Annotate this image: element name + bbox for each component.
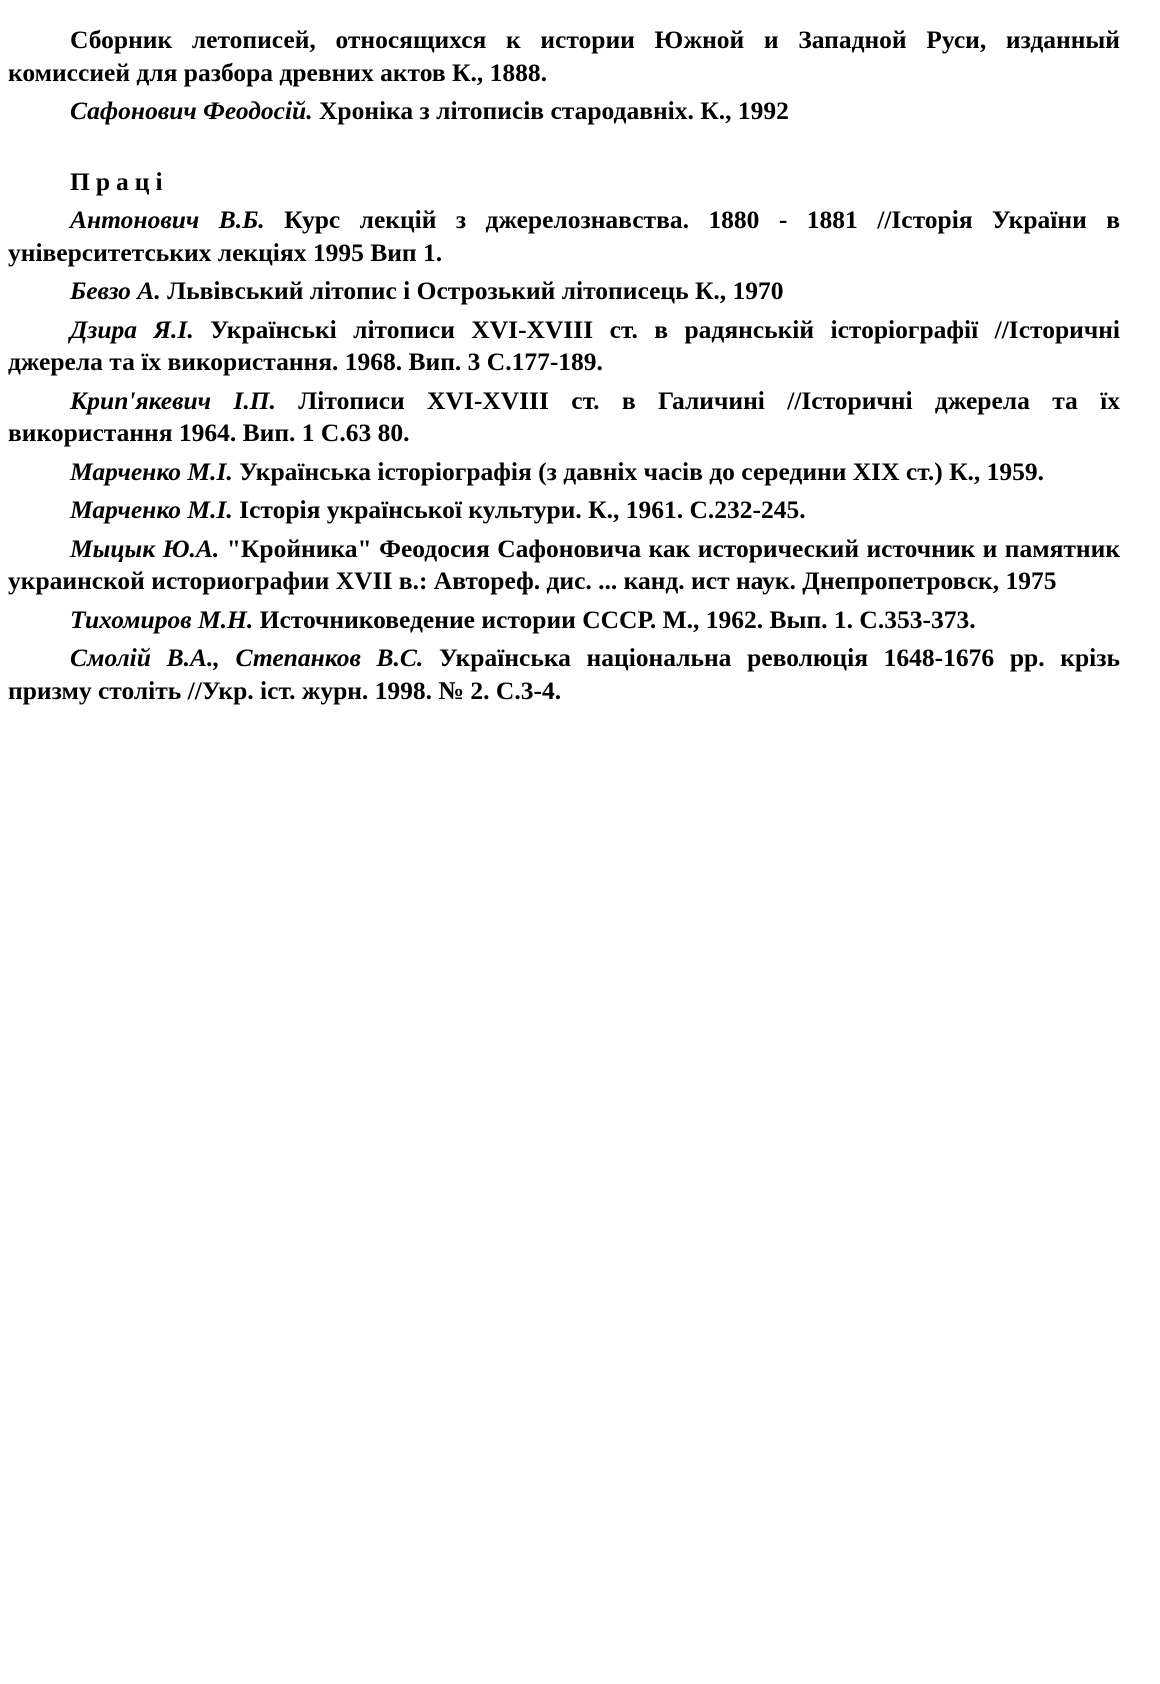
work-entry-8-author: Тихомиров М.Н. — [70, 604, 254, 634]
work-entry-5-text: Українська історіографія (з давніх часів до середини XIX ст.) К., 1959. — [232, 456, 1045, 486]
source-entry-2-author: Сафонович Феодосій. — [70, 96, 313, 125]
work-entry-6 — [8, 494, 1120, 527]
work-entry-1-text: Курс лекцій з джерелознавства. 1880 - 1881 //Історія України в університетських лекціях 1995 Вип 1. — [8, 205, 1120, 267]
work-entry-7 — [8, 533, 1120, 598]
work-entry-6-author: Марченко М.І. — [70, 495, 233, 524]
source-entry-2-text: Хроніка з літописів стародавніх. К., 1992 — [312, 96, 789, 125]
work-entry-3-text: Українські літописи XVI-XVIII ст. в радянській історіографії //Історичні джерела та їх використання. 1968. Вип. 3 С.177-189. — [8, 314, 1120, 376]
work-entry-4-text: Літописи XVI-XVIII ст. в Галичині //Історичні джерела та їх використання 1964. Вип. 1 С.63 80. — [8, 385, 1120, 447]
work-entry-7-author: Мыцык Ю.А. — [70, 533, 220, 563]
work-entry-8-text: Источниковедение истории СССР. М., 1962. Вып. 1. С.353-373. — [253, 604, 976, 634]
work-entry-5 — [8, 456, 1120, 489]
source-entry-1-text: Сборник летописей, относящихся к истории Южной и Западной Руси, изданный комиссией для разбора древних актов К., 1888. — [8, 25, 1120, 87]
work-entry-1-author: Антонович В.Б. — [70, 205, 265, 234]
work-entry-2-author: Бевзо А. — [70, 276, 161, 305]
work-entry-6-text: Історія української культури. К., 1961. С.232-245. — [232, 495, 806, 524]
work-entry-9-text: Українська національна революція 1648-1676 рр. крізь призму століть //Укр. іст. журн. 1998. № 2. С.3-4. — [8, 643, 1120, 705]
work-entry-4-author: Крип'якевич І.П. — [70, 385, 276, 415]
bibliography — [8, 24, 1120, 713]
source-entry-1 — [8, 24, 1120, 89]
work-entry-3 — [8, 314, 1120, 379]
work-entry-1 — [8, 204, 1120, 269]
source-entry-2 — [8, 95, 1120, 128]
work-entry-9 — [8, 642, 1120, 707]
work-entry-5-author: Марченко М.І. — [70, 456, 233, 486]
work-entry-2-text: Львівський літопис і Острозький літописець К., 1970 — [160, 276, 784, 305]
work-entry-3-author: Дзира Я.І. — [70, 314, 194, 344]
work-entry-2 — [8, 275, 1120, 308]
work-entry-8 — [8, 604, 1120, 637]
work-entry-7-text: "Кройника" Феодосия Сафоновича как исторический источник и памятник украинской историографии XVII в.: Автореф. дис. ... канд. ист наук. Днепропетровск, 1975 — [8, 533, 1121, 595]
work-entry-9-author: Смолій В.А., Степанков В.С. — [70, 643, 424, 672]
section-heading: Праці — [70, 166, 169, 196]
work-entry-4 — [8, 385, 1120, 450]
